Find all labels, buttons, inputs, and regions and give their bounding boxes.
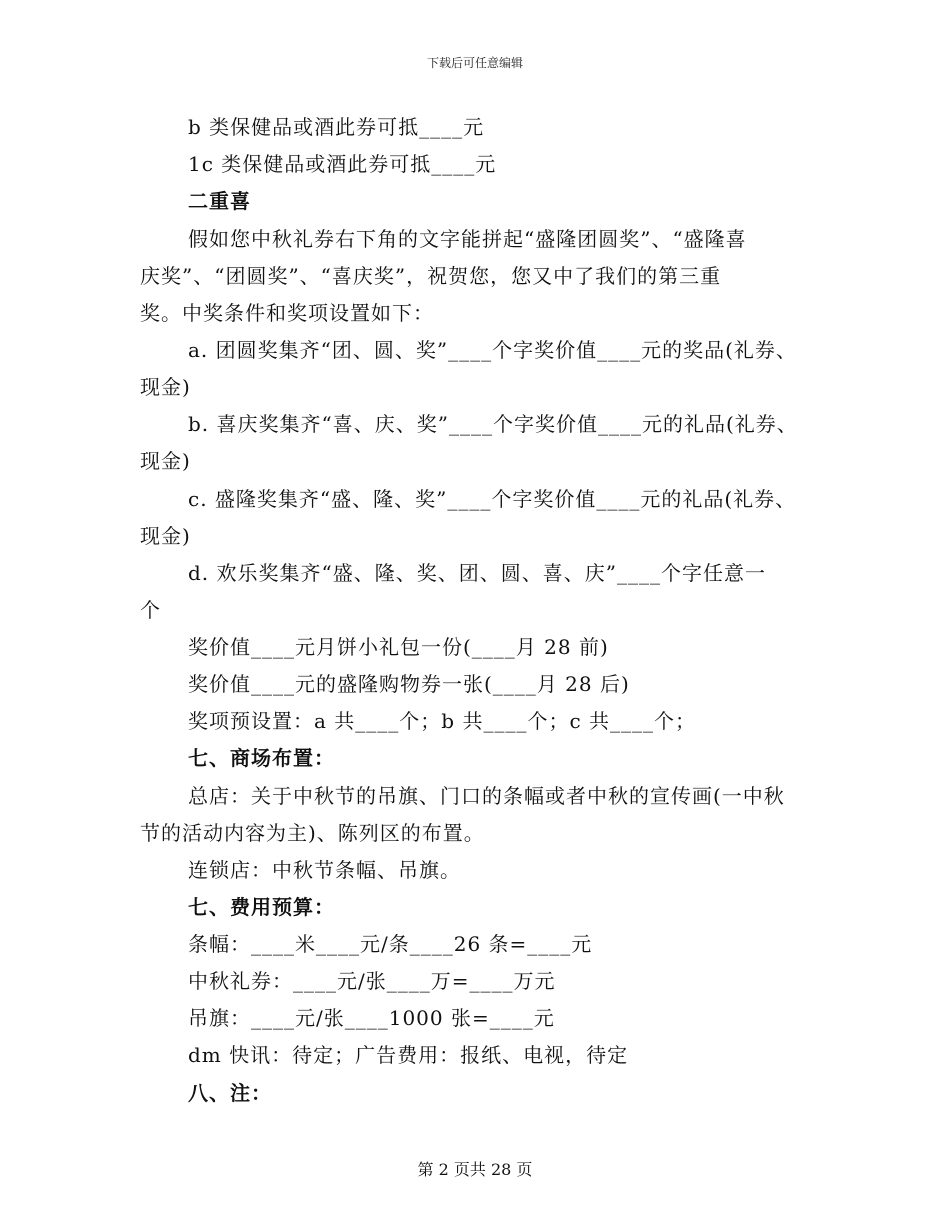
text-line: 庆奖”、“团圆奖”、“喜庆奖”，祝贺您，您又中了我们的第三重: [140, 264, 722, 288]
section-heading: 二重喜: [188, 189, 251, 213]
text-line: d. 欢乐奖集齐“盛、隆、奖、团、圆、喜、庆”____个字任意一: [188, 561, 766, 585]
text-line: 奖。中奖条件和奖项设置如下：: [140, 301, 434, 325]
text-line: 假如您中秋礼券右下角的文字能拼起“盛隆团圆奖”、“盛隆喜: [188, 227, 747, 251]
text-line: b 类保健品或酒此券可抵____元: [188, 115, 485, 139]
text-line: c. 盛隆奖集齐“盛、隆、奖”____个字奖价值____元的礼品(礼券、: [188, 487, 797, 511]
section-heading: 八、注：: [188, 1081, 272, 1105]
section-heading: 七、商场布置：: [188, 746, 335, 770]
text-line: 1c 类保健品或酒此券可抵____元: [188, 152, 497, 176]
text-line: a. 团圆奖集齐“团、圆、奖”____个字奖价值____元的奖品(礼券、: [188, 338, 797, 362]
text-line: 现金): [140, 375, 191, 399]
text-line: 连锁店：中秋节条幅、吊旗。: [188, 858, 461, 882]
text-line: 奖项预设置：a 共____个；b 共____个；c 共____个；: [188, 709, 696, 733]
text-line: 现金): [140, 449, 191, 473]
text-line: 奖价值____元月饼小礼包一份(____月 28 前): [188, 635, 609, 659]
page-footer: 第 2 页共 28 页: [417, 1160, 533, 1179]
text-line: 吊旗：____元/张____1000 张=____元: [188, 1006, 555, 1030]
text-line: 奖价值____元的盛隆购物券一张(____月 28 后): [188, 672, 630, 696]
text-line: 个: [140, 598, 161, 622]
text-line: b. 喜庆奖集齐“喜、庆、奖”____个字奖价值____元的礼品(礼券、: [188, 412, 798, 436]
section-heading: 七、费用预算：: [188, 895, 335, 919]
text-line: 总店：关于中秋节的吊旗、门口的条幅或者中秋的宣传画(一中秋: [188, 784, 785, 808]
text-line: 中秋礼券：____元/张____万=____万元: [188, 969, 556, 993]
text-line: 现金): [140, 524, 191, 548]
text-line: dm 快讯：待定；广告费用：报纸、电视，待定: [188, 1043, 629, 1067]
text-line: 节的活动内容为主)、陈列区的布置。: [140, 821, 485, 845]
text-line: 条幅：____米____元/条____26 条=____元: [188, 932, 593, 956]
page-header: 下载后可任意编辑: [426, 56, 523, 70]
